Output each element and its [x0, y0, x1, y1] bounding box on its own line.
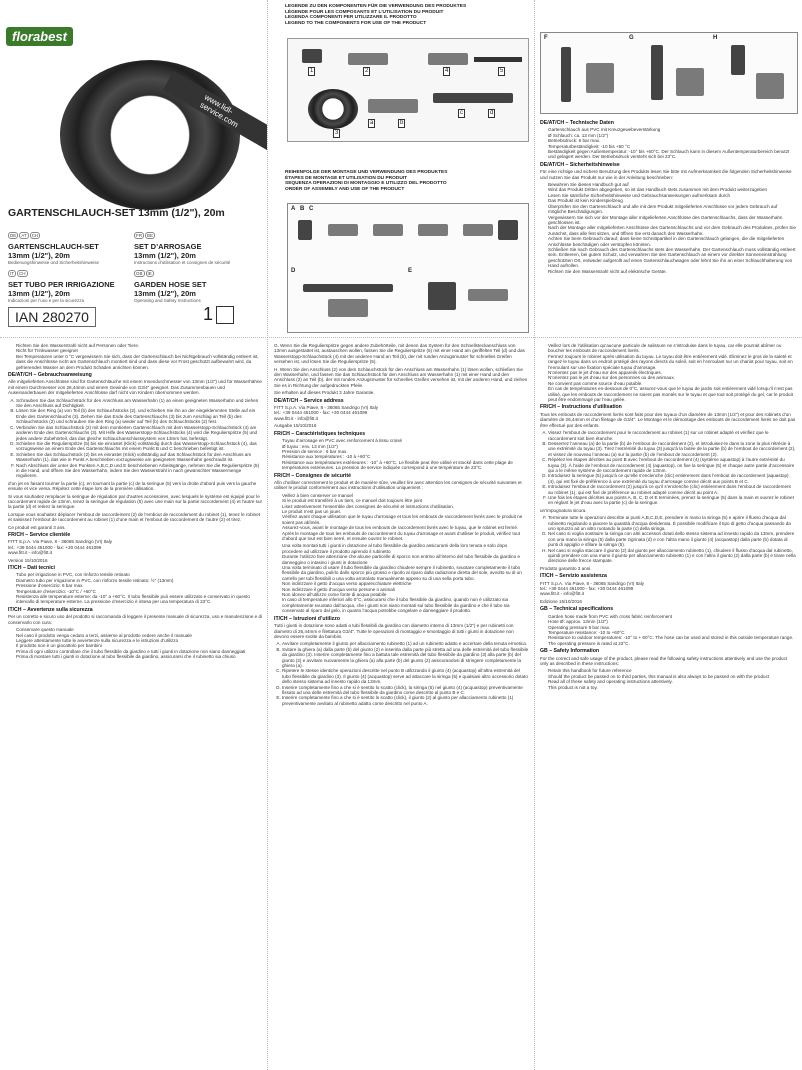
brand-logo: florabest [6, 27, 73, 46]
step-label: G [629, 35, 634, 41]
list-item: • Beständigkeit gegen Außentemperatur: -10° bis +60°C. Der Schlauch kann in diesem Außentemperaturbereich benutzt und gelagert werden. Der Betriebsdruck versteht sich bei 23°C. [548, 149, 796, 160]
step-item: G. Nel caso si voglia sostituire la siringa con altri accessori dotati dello stesso sistema ad innesto rapido da 13mm, prendere con una mano la siringa (5) dalla parte zigrinata (d) e con l’altra mano il giunto (4) (acquastop) dalla parte (b) dotata di punti di appiglio e sfilare la siringa (5). [548, 531, 796, 547]
paragraph: Per un corretto e sicuro uso del prodotto si raccomanda di leggere il presente manuale di sicurezza, uso e manutenzione e di conservarlo con cura: [8, 614, 263, 625]
assembly-title-de: REIHENFOLGE DER MONTAGE UND VERWENDUNG DES PRODUKTES [285, 170, 448, 175]
list-item: • Ø Schlauch: ca. 13 mm (1/2") [548, 133, 796, 138]
hose-image [60, 60, 240, 210]
paragraph: Si vous souhaitez remplacer la seringue de régulation par d’autres accessoires, avec lesquels le système est équipé pour le raccordement rapide de 13mm, tenez la seringue de régulation (5) avec une main sur la partie raccordement (4) et l’autre sur la partie (d) et retirez la seringue. [8, 493, 263, 510]
step-item: F. Terminate tutte le operazioni descritte ai punti A,B,C,D,E, prendere in mano la siringa (5) e aprire il flusso d’acqua dal rubinetto regolando a piacere la quantità d’acqua desiderata. È possibile modificare il tipo di getto d’acqua passando da uno spruzzo ad un altro ruotando la parte (c) della siringa. [548, 515, 796, 531]
legend-title-gb: LEGEND TO THE COMPONENTS FOR USE OF THE PRODUCT [285, 20, 427, 26]
service-line: www.fitt.it - info@fitt.it [540, 591, 584, 597]
list-item: • Garden hose made from PVC with cross fabric reinforcement [548, 614, 796, 619]
service-line: FITT S.p.A. Via Piave, 8 - 36065 Sandrigo (VI) Italy [274, 405, 379, 411]
list-item: • Leggere attentamente tutte le avvertenze sulla sicurezza e le istruzioni d’utilizzo [16, 638, 263, 643]
step-label: E [408, 268, 413, 274]
flag-de: DE [10, 233, 17, 238]
list-item: • Nach der Montage aller mitgelieferten Anschlüsse des Gartenschlauchs und vor dem Gebrauch des Produktes, prüfen Sie zunächst, dass alle fest sitzen, und öffnen Sie erst danach den Wasserhahn. [548, 225, 796, 236]
step-item: A. Avvitare completamente il giunto per allacciamento rubinetto (1) ad un rubinetto adatto e accertare della tenuta ermetica. [282, 641, 529, 646]
list-item: • Wird das Produkt Dritten abgegeben, so ist das Handbuch stets zusammen mit dem Produkt weiterzugeben [548, 187, 796, 192]
section-title: IT/CH – Servizio assistenza [540, 573, 607, 580]
coupling-detail [368, 99, 418, 113]
list-item: • Si le produit est transféré à un tiers, ce manuel doit toujours être joint [282, 498, 529, 503]
section-title: IT/CH – Dati tecnici [8, 565, 55, 572]
list-item: • This product is not a toy. [548, 685, 796, 690]
section-title: GB – Technical specifications [540, 606, 614, 613]
step-figure [298, 220, 312, 240]
list-item: • Una volta terminato di usare il tubo flessibile da giardino chiudere sempre il rubinetto, svuotare completamente il tubo flessibile da giardino, pulirlo dallo sporco più grosso e riporlo al riparo dalla radiazione diretta del sole, avvolto su di un carrello per tubi flessibili o una volta arrotolato manualmente appeso su di una sella porta tubo. [282, 565, 529, 581]
column-1 [8, 343, 263, 1067]
assembly-title-it: SEQUENZA OPERAZIONI DI MONTAGGIO E UTILIZZO DEL PRODOTTO [285, 181, 447, 187]
list-item: • Vergewissern Sie sich vor der Montage aller mitgelieferten Anschlüsse des Gartenschlauchs, dass der Wasserhahn geschlossen ist. [548, 215, 796, 226]
legend-title-de: LEGENDE ZU DEN KOMPONENTEN FÜR DIE VERWENDUNG DES PRODUKTES [285, 4, 467, 9]
section-title: IT/CH – Avvertenze sulla sicurezza [8, 606, 93, 613]
section-title: DE/AT/CH – Gebrauchsanweisung [8, 372, 92, 379]
fold-line [0, 337, 802, 338]
step-item: B. Lösen Sie den Ring (a) von Teil (b) des Schlauchstücks (2), und schieben Sie ihn an der eingeklemmten Stelle auf ein Ende des Gartenschlauchs (3). Ziehen Sie das Ende des Gartenschlauchs (3) bis zum Anschlag an Teil (b) des Schlauchstücks (2) und schrauben Sie den Ring (a) wieder auf Teil (b) des Schlauchstücks (2) fest. [16, 408, 263, 424]
hand-figure [676, 68, 704, 96]
flag-at: AT [21, 233, 27, 238]
paragraph: Alle mitgelieferten Anschlüsse sind für Gartenschläuche mit einem Innendurchmesser von 13mm (1/2") und für Wasserhähne mit einem Durchmesser von 26,44mm und einem Gewinde von G3/4" geeignet. Das Zusammenbauen und Auseinanderbauen der mitgelieferten Anschlüsse darf nicht von Kindern übernommen werden. [8, 379, 262, 396]
product-spec: 13mm (1/2"), 20m [8, 251, 70, 260]
assembly-title-fr: ÉTAPES DE MONTAGE ET UTILISATION DU PRODUIT [285, 175, 408, 181]
legend-label: d [490, 110, 494, 116]
list-item: • Il prodotto non è un giocattolo per bambini [16, 643, 263, 648]
product-name: GARDEN HOSE SET [134, 280, 207, 289]
hand-figure [756, 73, 784, 99]
section-title: FR/CH – Consignes de sécurité [274, 472, 351, 479]
product-block-it [8, 262, 128, 303]
list-item: • Richten Sie den Wasserstrahl nicht auf Personen oder Tiere. [16, 343, 263, 348]
nozzle-detail [433, 93, 513, 103]
legend-label: b [400, 120, 404, 126]
product-title: GARTENSCHLAUCH-SET 13mm (1/2"), 20m [8, 207, 225, 219]
service-line: FITT S.p.A. Via Piave, 8 - 36065 Sandrigo (VI) Italy [8, 539, 113, 545]
product-spec: 13mm (1/2"), 20m [8, 289, 70, 298]
tech-safety-de [540, 118, 796, 335]
section-title: FR/CH – Instructions d’utilisation [540, 404, 622, 411]
list-item: • Schließen Sie nach Gebrauch des Gartenschlauchs stets den Wasserhahn. Der Gartenschlauch muss vollständig entleert sein. Entleeren, bei gutem Schutz, und verwahren Sie den Gartenschlauch an einem vor direkter Sonneneinstrahlung geschützten Ort, entweder aufgerollt auf einen Gartenschlauchwagen oder lehnt Sie ihn an einer Schlauchhalterung von Hand aufrollen. [548, 247, 796, 269]
service-line: www.fitt.it - info@fitt.it [8, 550, 52, 556]
section-title: DE/AT/CH – Service address [274, 397, 344, 404]
legend-header [285, 4, 530, 26]
section-title: DE/AT/CH – Sicherheitshinweise [540, 161, 620, 168]
list-item: • Gartenschlauch aus PVC mit Kreuzgewebeverstärkung [548, 127, 796, 132]
product-block-fr [134, 224, 259, 265]
list-item: • Le produit n’est pas un jouet. [282, 509, 529, 514]
nozzle-figure [651, 45, 663, 100]
list-item: • Conservare questo manuale [16, 627, 263, 632]
tap-connector-part [302, 49, 322, 63]
step-item: A. Vissez l’embout de raccordement pour le raccordement au robinet (1) sur un robinet adapté et vérifiez que le raccordement soit bien étanche. [548, 430, 796, 441]
step-item: D. Inserire completamente fino a che si è sentito lo scatto (click), la siringa (5) nel giunto (4) (acquastop) preventivamente fissato ad una delle estremità del tubo flessibile da giardino come descritto al punto B e C. [282, 685, 529, 696]
list-item: • Bewahren Sie dieses Handbuch gut auf [548, 182, 796, 187]
product-name: SET TUBO PER IRRIGAZIONE [8, 280, 115, 289]
list-item: • Non indirizzare il getto d’acqua verso persone o animali [282, 587, 529, 592]
section-title: GB – Safety Information [540, 648, 600, 655]
guarantee-text: Ce produit est garanti 3 ans. [8, 524, 66, 530]
legend-label: 3 [335, 130, 339, 136]
step-item: F. Nach Abschluss der unter den Punkten A,B,C,D und E beschriebenen Arbeitsgänge, nehmen Sie die Regulierspritze (5) in die Hand, und öffnen Sie den Wasserhahn, indem Sie den Wasserstrahl in nach gewünschter Wassermenge regulieren. [16, 463, 263, 479]
flag-gb: GB [136, 271, 143, 276]
step-item: E. Schieben Sie das Schlauchstück (2) bis es einrastet (Klick) vollständig auf das Schlauchstück für den Anschluss am Wasserhahn (1), das wie in Punkt A beschrieben vorzugsweise am geeigneten Wasserhahn geschraubt ist. [16, 452, 263, 463]
assembly-figures [287, 203, 529, 333]
assembly-title-gb: ORDER OF ASSEMBLY AND USE OF THE PRODUCT [285, 186, 405, 192]
step-item: D. Schieben Sie die Regulierspritze (5) bis sie einrastet (Klick) vollständig durch das Wasserstopp-Schlauchstück (4), das vorzugsweise an einem Ende des Gartenschlauchs mit einem Punkt B und C beschrieben befestigt ist. [16, 441, 263, 452]
list-item: • Resistenza alle temperature esterne: da -10° a +60°C. Il tubo flessibile può essere utilizzato e conservato in questo intervallo di temperature esterne. La pressione d’esercizio è intesa per una temperatura di 23°C. [16, 594, 263, 605]
list-item: • Resistance to outdoor temperatures: -10° to + 60°C. The hose can be used and stored in this outside temperature range. The operating pressure is rated at 23°C. [548, 635, 796, 646]
version-text: Edizione 15/10/2016 [540, 598, 582, 604]
step-figure [373, 224, 403, 236]
list-item: • Lesen Sie sämtliche Sicherheitshinweise und Gebrauchsanweisungen aufmerksam durch [548, 193, 796, 198]
step-figure [418, 224, 448, 236]
page-box [216, 306, 234, 324]
spray-nozzle-part [474, 57, 522, 62]
step-label: A [291, 206, 296, 212]
column-3 [540, 343, 796, 1067]
step-item: C. Ripetere le stesse identiche operazioni descritte nel punto B utilizzando il giunto (4) (acquastop) all’altra estremità del tubo flessibile da giardino (3). Il giunto (4) (acquastop) serve ad attaccare la siringa (5) e qualsiasi altro accessorio dotato dello stesso sistema ad innesto rapido da 13mm. [282, 668, 529, 684]
step-item: D. Introduisez la seringue (5) jusqu’à ce qu’elle s’enclenche (clic) entièrement dans l’embout de raccordement (aquastop) (4), qui est fixé de préférence à une extrémité du tuyau d’arrosage comme décrit aux points B et C. [548, 473, 796, 484]
legend-label: a [370, 120, 374, 126]
product-spec: 13mm (1/2"), 20m [134, 251, 196, 260]
step-item: B. Desserrez l’anneau (a) de la partie (b) de l’embout de raccordement (2), et introduisez-le dans la zone la plus rétrécie à une extrémité du tuyau (3). Tirez l’extrémité du tuyau (3) jusqu’à la butée de la partie (b) de l’embout de raccordement (2), et vissez de nouveau l’anneau (a) sur la partie (b) de l’embout de raccordement (2). [548, 441, 796, 457]
product-block-de [8, 224, 128, 265]
list-item: • Vérifiez avant chaque utilisation que le tuyau d’arrosage et tous les embouts de raccordement livrés avec le produit ne soient pas abîmés. [282, 514, 529, 525]
legend-label: 4 [445, 68, 449, 74]
section-title: DE/AT/CH – Technische Daten [540, 120, 614, 126]
flag-fr: FR [136, 233, 142, 238]
hose-connector-part [348, 53, 388, 65]
list-item: • Durante l’utilizzo fare attenzione che alcune particelle di sporco non entrino all’interno del tubo flessibile da giardino e danneggino o intasino i giunti in dotazione [282, 554, 529, 565]
list-item: • Temperaturbeständigkeit: -10 bis +60 °C [548, 144, 796, 149]
list-item: • Résistance aux températures extérieures : -10° à +60°C. Le flexible peut être utilisé et stocké dans cette plage de températures extérieures. La pression de service indiquée correspond à une température de 23°C. [282, 460, 529, 471]
service-line: FITT S.p.A. Via Piave, 8 - 36065 Sandrigo (VI) Italy [540, 580, 645, 586]
step-item: E. Inserire completamente fino a che si è sentito lo scatto (click), il giunto (2) al giunto per allacciamento rubinetto (1) preventivamente avvitato al rubinetto adatto come descritto nel punto A. [282, 695, 529, 706]
fold-line [267, 0, 268, 1070]
list-item: • N’orientez pas le jet d’eau sur des personnes ou des animaux. [548, 375, 796, 380]
list-item: • Temperature resistance: -10 to +60°C [548, 630, 796, 635]
version-text: Version 15/10/2016 [8, 557, 48, 563]
column-2 [274, 343, 529, 1067]
assembly-header [285, 170, 530, 192]
section-title: FR/CH – Caractéristiques techniques [274, 430, 366, 437]
legend-label: 2 [365, 68, 369, 74]
list-item: • Fermez toujours le robinet après utilisation du tuyau. Le tuyau doit être entièrement vidé. Éliminez le gros de la saleté et rangez le tuyau dans un endroit protégé des rayons directs du soleil, soit en l’enroulant sur un chariot pour tuyau, soit en l’enroulant sur une fixation spéciale tuyau d’arrosage. [548, 354, 796, 370]
paragraph: Tous les embouts de raccordement livrés sont faits pour des tuyaux d’un diamètre de 13mm (1/2") et pour des robinets d’un diamètre de 26,44mm et d’un filetage de G3/4". Le Montage et le démontage des embouts de raccordement livrés ne doit pas être effectué par des enfants. [540, 411, 796, 428]
paragraph: G. Wenn Sie die Regulierspritze gegen andere Zubehörteile, mit denen das System für den Schnellsteckanschluss von 13mm ausgestattet ist, austauschen wollen, fassen Sie die Regulierspritze (5) mit einer Hand am geriffelten Teil (d) und das Wasserstopp-Schlauchstück (4) mit der anderen Hand an Teil (b), der mit runden Anzugsmuster für schnelles Greifen versehen ist, und lösen Sie die Regulierspritze (5). [274, 343, 525, 365]
legend-title-fr: LÉGENDE POUR LES COMPOSANTS ET L’UTILISATION DU PRODUIT [285, 9, 444, 15]
product-subtitle: Instructions d’utilisation et consignes de sécurité [134, 260, 231, 265]
list-item: • Diametro tubo per irrigazione in PVC, con rinforzo tessile retinato: ½" (13mm) [16, 578, 263, 583]
list-item: • Richten Sie den Wasserstrahl nicht auf elektrische Geräte. [548, 269, 796, 274]
list-item: • N’orientez pas le jet d’eau sur des appareils électriques. [548, 370, 796, 375]
hand-figure [586, 63, 614, 93]
paragraph: Tutti i giunti in dotazione sono adatti a tubi flessibili da giardino con diametro interno di 13mm (1/2") e per rubinetti con diametro di 26,44mm e filettatura G3/4". Tutte le operazioni di montaggio e smontaggio di tutti i giunti in dotazione non devono essere svolte da bambini. [274, 623, 514, 639]
step-figure [498, 220, 518, 240]
flag-ie: IE [147, 271, 152, 276]
section-title: FR/CH – Service clientèle [8, 532, 71, 538]
flag-ch: CH [31, 233, 39, 238]
hose-coil-part [308, 89, 358, 129]
service-line: tel.: +39 0444 461000 - fax: +30 0444 461099 [274, 410, 368, 416]
website-banner: www.lidl-service.com [163, 71, 267, 151]
list-item: • Nicht für Trinkwasser geeignet [16, 348, 263, 353]
page-number: 1 [203, 304, 214, 324]
ian-number: IAN 280270 [8, 307, 96, 327]
step-item: C. Répétez les étapes décrites au point B avec l’embout de raccordement (4) (système aquastop) à l’autre extrémité du tuyau (3). À l’aide de l’embout de raccordement (4) (aquastop), on fixe la seringue (5) et chaque autre partie d’accessoire qui a le même système de raccordement rapide de 13mm. [548, 457, 796, 473]
flag-ch: CH [19, 271, 26, 276]
list-item: • Should the product be passed on to third parties, this manual is also always to be passed on with the product [548, 674, 796, 679]
step-label: B [300, 206, 305, 212]
list-item: • In caso di temperature inferiori allo 0°C, assicurarsi che il tubo flessibile da giardino, quando non è utilizzato sia completamente svuotato dall’acqua, che i giunti non siano montati sul tubo flessibile da giardino e che il tubo sia conservato al riparo dal gelo, in quanto l’acqua potrebbe congelare e danneggiare il prodotto. [282, 597, 529, 613]
step-item: F. Une fois les étapes décrites aux points A, B, C, D et E terminées, prenez la seringue (5) dans la main et ouvrez le robinet en réglant le jet d’eau avec la partie (c) de la seringue. [548, 495, 796, 506]
product-name: GARTENSCHLAUCH-SET [8, 242, 99, 251]
section-title: IT/CH – Istruzioni d’utilizzo [274, 615, 340, 622]
tap-figure [731, 45, 745, 75]
step-item: C. Verbinden Sie das Schlauchstück (2) mit dem montierten Gartenschlauch mit dem Wasserstopp-Schlauchstück (4) am anderen Ende des Gartenschlauchs (3). Mit Hilfe des Wasserstopp-Schlauchstücks (4) wird die Regulierspritze (5) und jedes andere Zubehörteil, das das gleiche Schlauchanschlusssystem von 13mm hat, befestigt. [16, 425, 263, 441]
step-figure [468, 289, 508, 301]
paragraph: d’un jet en faisant tourner la partie (c), en tournant la partie (c) de la seringue (5) vers la droite d’abord puis vers la gauche ensuite et vice versa. Répétez cette étape lors de la première utilisation. [8, 480, 257, 492]
list-item: • Read all of these safety and operating instructions attentively. [548, 679, 796, 684]
step-label: H [713, 35, 718, 41]
paragraph: Für eine richtige und sichere Benutzung des Produkts lesen Sie bitte mit Aufmerksamkeit die folgenden Sicherheitshinweise und nutzen Sie das Produkt nur wie in der Anleitung beschrieben: [540, 169, 792, 180]
list-item: • Lisez attentivement l’ensemble des consignes de sécurité et instructions d’utilisation. [282, 504, 529, 509]
list-item: • Achten Sie beim Gebrauch darauf, dass keine Schnittpartikel in den Gartenschlauch gelangen, die die mitgelieferten Anschlüsse beschädigen oder verstopfen könnten. [548, 236, 796, 247]
product-subtitle: Bedienungshinweise und Sicherheitshinweise [8, 260, 100, 265]
guarantee-text: Sie erhalten auf dieses Produkt 3 Jahre Garantie. [274, 390, 375, 396]
paragraph: Lorsque vous souhaitez déplacer l’embout de raccordement (2) de l’embout de raccordement du robinet (1), tenez le robinet et saisissez l’embout de raccordement au robinet (1) d’une main et l’embout de raccordement de l’autre (2) et tirez. [8, 511, 261, 523]
flag-it: IT [10, 271, 14, 276]
list-item: • En cas de températures en-dessous de 0°C, assurez-vous que le tuyau de jardin soit entièrement vidé lorsqu’il n’est pas utilisé, que les embouts de raccordement ne soient pas montés sur le tuyau et que tout soit protégé du gel, car le produit peut être endommagé par l’eau gelée. [548, 386, 796, 402]
flag-be: BE [147, 233, 154, 238]
product-spec: 13mm (1/2"), 20m [134, 289, 196, 298]
list-item: • Retain this handbook for future reference [548, 668, 796, 673]
list-item: • Pressione d’esercizio: 6 bar max. [16, 583, 263, 588]
step-figure [328, 299, 368, 317]
cover-panel [0, 0, 267, 337]
step-item: E. Introduisez l’embout de raccordement (2) jusqu’à ce qu’il s’enclenche (clic) entièrement dans l’embout de raccordement au robinet (1), qui est fixé de préférence au robinet adapté comme décrit au point A. [548, 484, 796, 495]
paragraph: H. Wenn Sie den Anschluss (2) von dem Schlauchstück für den Anschluss am Wasserhahn (1) lösen wollen, schließen Sie den Wasserhahn, und fassen Sie das Schlauchstück für den Anschluss am Wasserhahn (1) mit einer Hand und den Anschluss (2) an Teil (b), der mit runden Anzugsmuster für schnelles Greifen versehen ist, mit der anderen Hand, und ziehen Sie es in Richtung der aufgedruckten Pfeile. [274, 366, 528, 388]
list-item: • Résistance aux températures : -10 à +60°C [282, 454, 529, 459]
parts-legend-figure [287, 38, 529, 142]
list-item: • Pression de service : 6 bar max. [282, 449, 529, 454]
list-item: • Non idoneo all’utilizzo come fonte di acqua potabile [282, 592, 529, 597]
step-figure [303, 284, 393, 292]
fold-line [534, 0, 535, 1070]
legend-label: 5 [500, 68, 504, 74]
list-item: • Veillez à bien conserver ce manuel [282, 493, 529, 498]
nozzle-figure [561, 47, 571, 102]
paragraph: Afin d’utiliser correctement le produit et de manière sûre, veuillez lire avec attention les consignes de sécurité suivantes et utiliser le produit conformément aux instructions d’utilisation uniquement : [274, 479, 522, 491]
paragraph: un’impugnatura sicura. [540, 507, 587, 513]
paragraph: For the correct and safe usage of the product, please read the following safety instructions attentively and use the product only as described in these instructions: [540, 655, 788, 666]
list-item: • Nel caso il prodotto venga ceduto a terzi, assieme al prodotto cedere anche il manuale [16, 633, 263, 638]
list-item: • Operating pressure 6 bar max. [548, 625, 796, 630]
product-block-gb [134, 262, 259, 303]
list-item: • Temperature d’esercizio: -10°C / +60°C [16, 589, 263, 594]
list-item: • Ne convient pas comme source d’eau potable. [548, 381, 796, 386]
step-label: C [309, 206, 314, 212]
service-line: tel.: +39 0444 461000 - fax: +30 0444 461099 [8, 544, 102, 550]
product-subtitle: Operating and Safety Instructions [134, 298, 201, 303]
step-item: H. Nel caso si voglia staccare il giunto (2) dal giunto per allacciamento rubinetto (1), chiudere il flusso d’acqua dal rubinetto, quindi prendere con una mano il giunto per allacciamento rubinetto (1) e con l’altra il giunto (2) dalla parte (b) e tirare nella direzione delle frecce stampate. [548, 548, 796, 564]
list-item: • Assurez-vous, avant le montage de tous les embouts de raccordement livrés avec le tuyau, que le robinet est fermé. [282, 525, 529, 530]
list-item: • Après le montage de tous les embouts de raccordement du tuyau d’arrosage et avant d’utiliser le produit, vérifiez tout d’abord que tout est bien serré, et ensuite ouvrez le robinet. [282, 531, 529, 542]
list-item: • Non indirizzare il getto d’acqua verso apparecchiature elettriche [282, 581, 529, 586]
step-label: F [544, 35, 548, 41]
guarantee-text: Prodotto garantito 3 anni. [540, 565, 592, 571]
list-item: • Veillez lors de l’utilisation qu’aucune particule de salissure ne s’introduise dans le tuyau, car elle pourrait abîmer ou boucher les embouts de raccordement livrés. [548, 343, 796, 354]
list-item: • Tubo per irrigazione in PVC, con rinforzo tessile retinato [16, 572, 263, 577]
list-item: • Prima di montare tutti i giunti in dotazione al tubo flessibile da giardino, assicurarsi che il rubinetto sia chiuso [16, 654, 263, 659]
step-label: D [291, 268, 296, 274]
list-item: • Überprüfen Sie den Gartenschlauch und alle mit dem Produkt mitgelieferten Anschlüsse vor jedem Gebrauch auf mögliche Beschädigungen. [548, 204, 796, 215]
step-item: A. Schrauben Sie das Schlauchstück für den Anschluss am Wasserhahn (1) an einen geeigneten Wasserhahn und ziehen Sie den Anschluss auf Dichtigkeit. [16, 398, 263, 409]
product-subtitle: Indicazioni per l’uso e per la sicurezza [8, 298, 85, 303]
step-figure [428, 282, 456, 310]
step-figure [328, 224, 358, 236]
product-name: SET D’ARROSAGE [134, 242, 202, 251]
figures-fgh [540, 32, 798, 114]
step-item: B. Svitare la ghiera (a) dalla parte (b) del giunto (2) e inserirla dalla parte più stretta ad una delle estremità del tubo flessibile da giardino (3). Inserire completamente fino a battuta tale estremità del tubo flessibile da giardino (3) alla parte (b) del giunto (2) e avvitare nuovamente la ghiera (a) alla parte (b) del giunto (2) assicurandosi di stringere completamente la ghiera (a). [282, 647, 529, 669]
list-item: • Hose Ø: approx. 13mm (1/2") [548, 619, 796, 624]
legend-title-it: LEGENDA COMPONENTI PER UTILIZZARE IL PRODOTTO [285, 15, 417, 21]
version-text: Ausgabe 15/10/2016 [274, 423, 317, 429]
service-line: tel.: +39 0444 461000 - fax: +30 0444 461099 [540, 586, 634, 592]
legend-label: c [460, 110, 463, 116]
list-item: • Prima di ogni utilizzo controllare che il tubo flessibile da giardino e tutti i giunti in dotazione non siano danneggiati [16, 649, 263, 654]
list-item: • Betriebsdruck: 6 bar max. [548, 138, 796, 143]
list-item: • Una volta montati tutti i giunti in dotazione al tubo flessibile da giardino assicurarsi della loro tenuta e solo dopo procedere ad utilizzare il prodotto aprendo il rubinetto [282, 543, 529, 554]
service-line: www.fitt.it - info@fitt.it [274, 415, 318, 421]
step-figure [463, 224, 493, 236]
list-item: • Das Produkt ist kein Kinderspielzeug [548, 198, 796, 203]
legend-label: 1 [310, 68, 314, 74]
list-item: • Tuyau d’arrosage en PVC avec renforcement à tissu croisé [282, 438, 529, 443]
list-item: • Bei Temperaturen unter 0 °C vergewissern Sie sich, dass der Gartenschlauch bei Nichtgebrauch vollständig entleert ist, dass die Anschlüsse nicht am Gartenschlauch montiert sind und dass diese vor Frost geschützt aufbewahrt wird, da gefrierendes Wasser an dem Produkt Schäden anrichten können. [16, 354, 263, 370]
aquastop-connector-part [428, 53, 468, 65]
list-item: • Ø tuyau : env. 13 mm (1/2") [282, 444, 529, 449]
